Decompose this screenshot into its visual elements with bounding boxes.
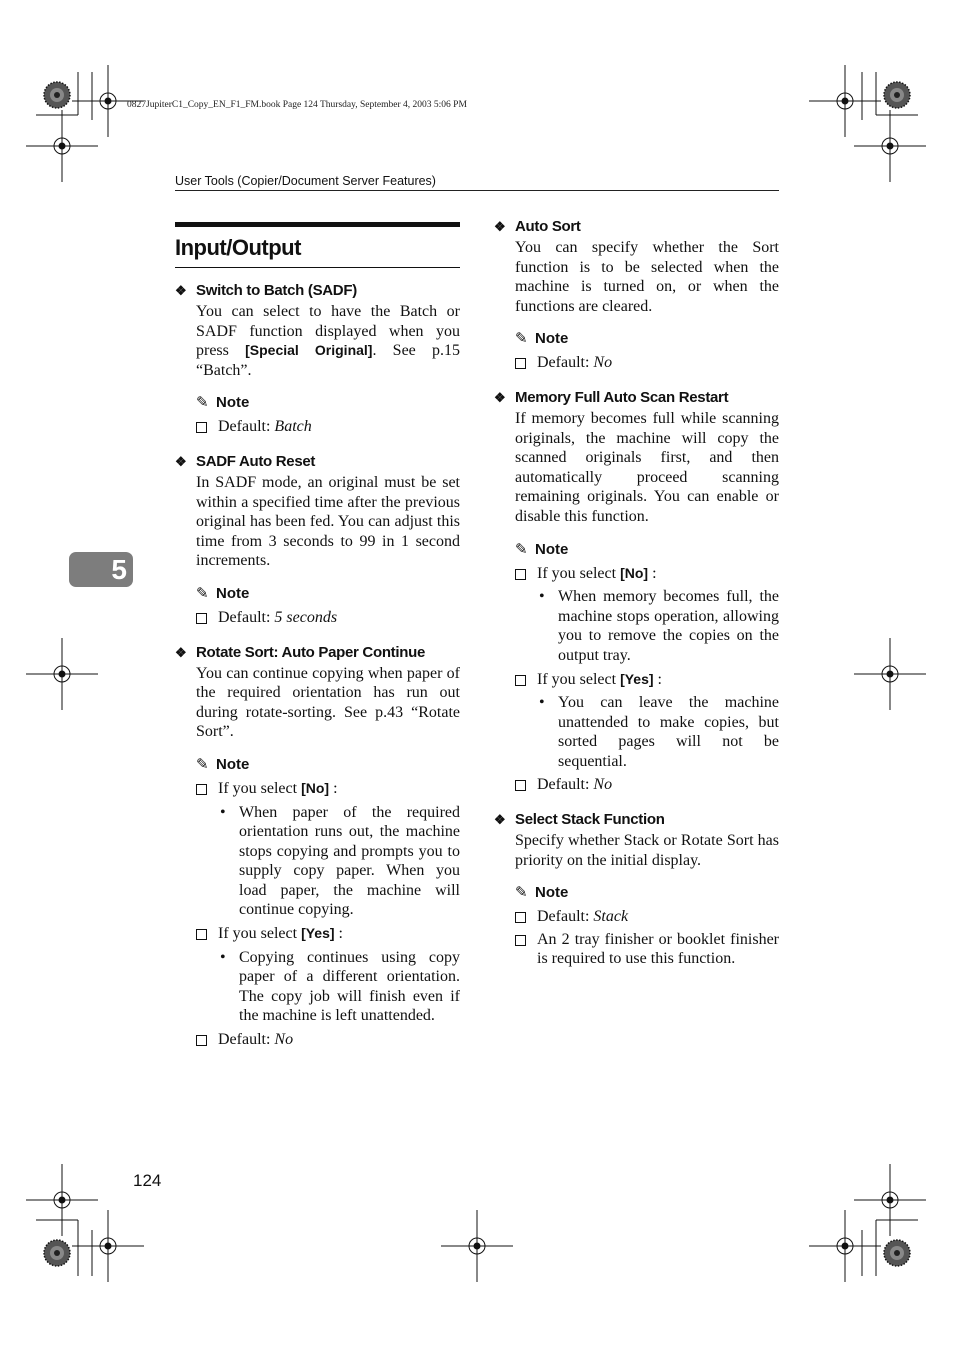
pencil-note-icon: ✎	[515, 330, 528, 348]
page-title: Input/Output	[175, 235, 301, 260]
bullet-item: • You can leave the machine unattended to make copies, but sorted pages will not be sequential.	[539, 694, 779, 770]
note-item	[515, 670, 779, 690]
if-label: If you select	[218, 925, 302, 943]
section-body: You can continue copying when paper of the required orientation has run out during rotate-sorting. See p.43 “Rotate Sort”.	[196, 664, 460, 741]
colon: :	[648, 564, 657, 582]
registration-mark-icon	[809, 1210, 881, 1282]
colon: :	[653, 670, 662, 688]
note-item	[515, 775, 779, 795]
note-text: An 2 tray finisher or booklet finisher is required to use this function.	[537, 930, 779, 968]
default-value: No	[274, 1031, 294, 1049]
diamond-bullet-icon: ❖	[494, 219, 506, 234]
registration-mark-icon	[72, 1210, 144, 1282]
default-label: Default:	[537, 354, 594, 372]
default-label: Default:	[218, 418, 275, 436]
chapter-tab: 5	[69, 552, 133, 587]
checkbox-icon	[196, 613, 207, 624]
pencil-note-icon: ✎	[196, 394, 209, 412]
running-head: User Tools (Copier/Document Server Features)	[175, 174, 779, 191]
default-label: Default:	[537, 776, 594, 794]
bullet-item: • When paper of the required orientation runs out, the machine stops copying and prompts you to supply copy paper. When you load paper, the machine will continue copying.	[220, 803, 460, 919]
title-block	[175, 222, 460, 268]
key-label: [Yes]	[301, 925, 335, 942]
note-label: Note	[216, 394, 250, 412]
registration-mark-icon	[884, 1240, 910, 1266]
default-label: Default:	[537, 908, 594, 926]
bullet-item: • When memory becomes full, the machine stops operation, allowing you to remove the copies on the output tray.	[539, 588, 779, 664]
note-label: Note	[535, 884, 569, 902]
note-item	[196, 608, 460, 628]
if-label: If you select	[537, 670, 621, 688]
checkbox-icon	[515, 569, 526, 580]
section-heading: Auto Sort	[515, 218, 581, 235]
checkbox-icon	[515, 675, 526, 686]
note-label: Note	[216, 755, 250, 773]
section-body: You can specify whether the Sort function is to be selected when the machine is turned on, or when the functions are cleared.	[515, 239, 779, 315]
note	[515, 328, 779, 373]
note-item	[196, 779, 460, 799]
page-number: 124	[133, 1171, 162, 1190]
note-item	[515, 353, 779, 373]
key-label: [No]	[301, 779, 330, 796]
registration-mark-icon	[809, 65, 881, 137]
section-rotate-sort	[175, 642, 460, 1050]
registration-mark-icon	[441, 1210, 513, 1282]
pencil-note-icon: ✎	[515, 540, 528, 558]
pencil-note-icon: ✎	[515, 884, 528, 902]
note	[515, 539, 779, 796]
section-select-stack	[494, 809, 779, 969]
default-label: Default:	[218, 1031, 275, 1049]
default-value: Batch	[274, 418, 312, 436]
note-label: Note	[535, 330, 569, 348]
diamond-bullet-icon: ❖	[494, 812, 506, 828]
section-heading: Memory Full Auto Scan Restart	[515, 388, 729, 406]
registration-mark-icon	[44, 82, 70, 108]
section-body: Specify whether Stack or Rotate Sort has priority on the initial display.	[515, 832, 779, 869]
note-label: Note	[216, 584, 250, 602]
note	[515, 882, 779, 969]
note	[196, 754, 460, 1050]
note	[196, 392, 460, 437]
section-heading: Switch to Batch (SADF)	[196, 282, 357, 299]
key-label: [No]	[620, 564, 649, 581]
section-heading: Rotate Sort: Auto Paper Continue	[196, 643, 426, 661]
section-body	[196, 302, 460, 380]
bullet-text: You can leave the machine unattended to make copies, but sorted pages will not be sequential.	[558, 694, 779, 770]
registration-mark-icon	[44, 1240, 70, 1266]
body-text: . See p.15 “Batch”.	[196, 342, 460, 379]
diamond-bullet-icon: ❖	[175, 644, 187, 660]
key-label: [Yes]	[620, 670, 654, 687]
checkbox-icon	[196, 784, 207, 795]
diamond-bullet-icon: ❖	[494, 389, 506, 405]
registration-mark-icon	[26, 638, 98, 710]
bullet-text: Copying continues using copy paper of a different orientation. The copy job will finish even if the machine is left unattended.	[239, 948, 460, 1025]
registration-mark-icon	[26, 110, 98, 182]
diamond-bullet-icon: ❖	[175, 283, 187, 298]
section-auto-sort	[494, 216, 779, 373]
colon: :	[334, 925, 343, 943]
registration-mark-icon	[854, 110, 926, 182]
if-label: If you select	[537, 564, 621, 582]
registration-mark-icon	[854, 638, 926, 710]
left-column	[175, 280, 460, 1064]
note-label: Note	[535, 540, 569, 558]
colon: :	[329, 779, 338, 797]
bullet-text: When paper of the required orientation runs out, the machine stops copying and prompts you to supply copy paper. When you load paper, the machine will continue copying.	[239, 803, 460, 919]
key-label: [Special Original]	[245, 342, 373, 359]
note-item	[515, 930, 779, 969]
section-body: If memory becomes full while scanning originals, the machine will copy the scanned originals first, and then automatically proceed scanning remaining originals. You can enable or disable this function.	[515, 409, 779, 525]
registration-mark-icon	[854, 1164, 926, 1236]
note-item	[515, 907, 779, 927]
checkbox-icon	[196, 929, 207, 940]
section-body: In SADF mode, an original must be set within a specified time after the previous original has been fed. You can adjust this time from 3 seconds to 99 in 1 second increments.	[196, 473, 460, 570]
registration-mark-icon	[884, 82, 910, 108]
pencil-note-icon: ✎	[196, 755, 209, 773]
checkbox-icon	[196, 422, 207, 433]
section-heading: Select Stack Function	[515, 811, 665, 829]
section-memory-full	[494, 387, 779, 795]
diamond-bullet-icon: ❖	[175, 453, 187, 469]
note-item	[196, 417, 460, 437]
registration-mark-icon	[26, 1164, 98, 1236]
pencil-note-icon: ✎	[196, 584, 209, 602]
section-sadf-auto-reset	[175, 451, 460, 628]
note-item	[515, 564, 779, 584]
section-switch-to-batch	[175, 280, 460, 437]
file-info: 0827JupiterC1_Copy_EN_F1_FM.book Page 124 Thursday, September 4, 2003 5:06 PM	[127, 100, 467, 110]
checkbox-icon	[196, 1035, 207, 1046]
checkbox-icon	[515, 780, 526, 791]
default-value: No	[593, 354, 613, 372]
default-value: Stack	[593, 908, 629, 926]
if-label: If you select	[218, 779, 302, 797]
note	[196, 583, 460, 628]
default-value: 5 seconds	[274, 608, 338, 626]
body-text: You can select to have the Batch or SADF function displayed when you press	[196, 303, 460, 360]
default-value: No	[593, 776, 613, 794]
default-label: Default:	[218, 608, 275, 626]
checkbox-icon	[515, 358, 526, 369]
bullet-text: When memory becomes full, the machine stops operation, allowing you to remove the copies on the output tray.	[558, 588, 779, 664]
bullet-item: • Copying continues using copy paper of a different orientation. The copy job will finish even if the machine is left unattended.	[220, 948, 460, 1025]
note-item	[196, 924, 460, 944]
checkbox-icon	[515, 912, 526, 923]
right-column	[494, 216, 779, 983]
section-heading: SADF Auto Reset	[196, 452, 316, 470]
note-item	[196, 1030, 460, 1050]
checkbox-icon	[515, 935, 526, 946]
